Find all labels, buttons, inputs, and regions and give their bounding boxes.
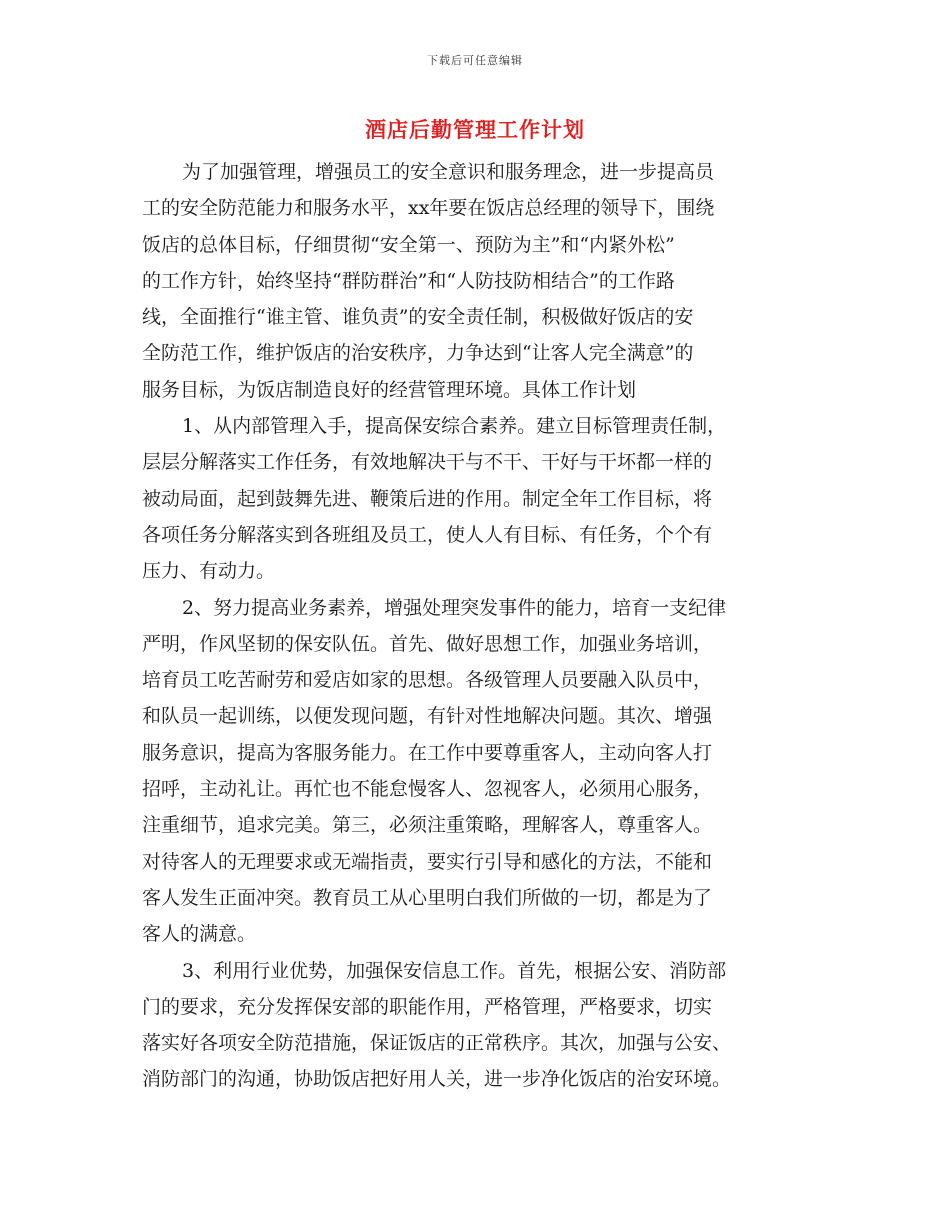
text-line: 和队员一起训练，以便发现问题，有针对性地解决问题。其次、增强 — [142, 705, 713, 728]
paragraph-item-1 — [142, 408, 808, 589]
text-line: 饭店的总体目标，仔细贯彻“安全第一、预防为主”和“内紧外松” — [142, 233, 675, 256]
header-note: 下载后可任意编辑 — [427, 54, 523, 67]
text-line: 1、从内部管理入手，提高保安综合素养。建立目标管理责任制， — [182, 415, 727, 438]
text-line: 全防范工作，维护饭店的治安秩序，力争达到“让客人完全满意”的 — [142, 342, 694, 365]
text-line: 对待客人的无理要求或无端指责，要实行引导和感化的方法，不能和 — [142, 850, 713, 873]
text-line: 门的要求，充分发挥保安部的职能作用，严格管理，严格要求，切实 — [142, 995, 713, 1018]
text-line: 层层分解落实工作任务，有效地解决干与不干、干好与干坏都一样的 — [142, 451, 713, 474]
text-line: 线，全面推行“谁主管、谁负责”的安全责任制，积极做好饭店的安 — [142, 306, 694, 329]
text-line: 各项任务分解落实到各班组及员工，使人人有目标、有任务，个个有 — [142, 523, 713, 546]
paragraph-item-2 — [142, 590, 808, 953]
text-line: 落实好各项安全防范措施，保证饭店的正常秩序。其次，加强与公安、 — [142, 1032, 732, 1055]
text-line: 2、努力提高业务素养，增强处理突发事件的能力，培育一支纪律 — [182, 596, 727, 619]
text-line: 压力、有动力。 — [142, 560, 276, 583]
text-line: 的工作方针，始终坚持“群防群治”和“人防技防相结合”的工作路 — [142, 269, 675, 292]
text-line: 消防部门的沟通，协助饭店把好用人关，进一步净化饭店的治安环境。 — [142, 1068, 732, 1091]
text-line: 客人发生正面冲突。教育员工从心里明白我们所做的一切，都是为了 — [142, 886, 713, 909]
document-body — [142, 154, 808, 1098]
text-line: 客人的满意。 — [142, 923, 257, 946]
text-line: 注重细节，追求完美。第三，必须注重策略，理解客人，尊重客人。 — [142, 814, 713, 837]
text-line: 3、利用行业优势，加强保安信息工作。首先，根据公安、消防部 — [182, 959, 727, 982]
text-line: 培育员工吃苦耐劳和爱店如家的思想。各级管理人员要融入队员中， — [142, 669, 713, 692]
text-line: 被动局面，起到鼓舞先进、鞭策后进的作用。制定全年工作目标，将 — [142, 487, 713, 510]
text-line: 为了加强管理，增强员工的安全意识和服务理念，进一步提高员 — [182, 161, 715, 183]
text-line: 严明，作风坚韧的保安队伍。首先、做好思想工作，加强业务培训， — [142, 632, 713, 655]
document-title: 酒店后勤管理工作计划 — [365, 117, 585, 142]
paragraph-item-3 — [142, 953, 808, 1098]
text-line: 工的安全防范能力和服务水平，xx年要在饭店总经理的领导下，围绕 — [142, 197, 715, 220]
text-line: 招呼，主动礼让。再忙也不能怠慢客人、忽视客人，必须用心服务， — [142, 778, 713, 801]
text-line: 服务意识，提高为客服务能力。在工作中要尊重客人，主动向客人打 — [142, 741, 713, 764]
text-line: 服务目标，为饭店制造良好的经营管理环境。具体工作计划 — [142, 378, 637, 401]
paragraph-intro — [142, 154, 808, 408]
